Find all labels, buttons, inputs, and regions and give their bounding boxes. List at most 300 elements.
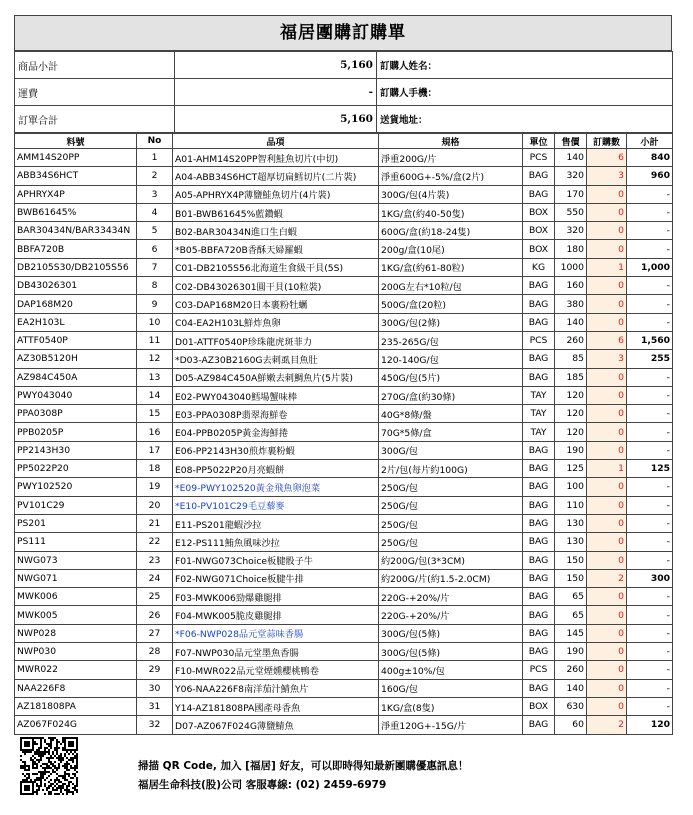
cell-sku: PWY102520 (15, 478, 137, 496)
cell-sku: ATTF0540P (15, 331, 137, 349)
cell-item: *E10-PV101C29毛豆藜麥 (173, 496, 379, 514)
cell-sku: ABB34S6HCT (15, 167, 137, 185)
cell-no: 8 (137, 277, 173, 295)
table-row (15, 331, 673, 349)
summary-value: 5,160 (175, 52, 377, 79)
cell-subtotal: 255 (627, 350, 673, 368)
cell-price: 120 (555, 423, 587, 441)
cell-spec: 1KG/盒(8隻) (379, 697, 523, 715)
cell-unit: BAG (523, 533, 555, 551)
cell-subtotal: - (627, 697, 673, 715)
footer-text (138, 757, 468, 795)
table-row (15, 716, 673, 734)
cell-unit: BOX (523, 697, 555, 715)
cell-price: 150 (555, 551, 587, 569)
cell-subtotal: - (627, 405, 673, 423)
cell-spec: 淨重600G+-5%/盒(2片) (379, 167, 523, 185)
cell-price: 85 (555, 350, 587, 368)
table-row (15, 222, 673, 240)
cell-spec: 200g/盒(10尾) (379, 240, 523, 258)
cell-no: 20 (137, 496, 173, 514)
column-header: No (137, 134, 173, 149)
cell-sku: PPB0205P (15, 423, 137, 441)
cell-no: 5 (137, 222, 173, 240)
cell-spec: 300G/包(2條) (379, 313, 523, 331)
cell-unit: BAG (523, 295, 555, 313)
cell-no: 6 (137, 240, 173, 258)
cell-sku: PP5022P20 (15, 460, 137, 478)
cell-item: E08-PP5022P20月亮蝦餅 (173, 460, 379, 478)
cell-qty[interactable]: 0 (587, 679, 627, 697)
cell-subtotal: - (627, 514, 673, 532)
cell-spec: 220G-+20%/片 (379, 606, 523, 624)
cell-qty[interactable]: 0 (587, 295, 627, 313)
cell-no: 21 (137, 514, 173, 532)
cell-no: 22 (137, 533, 173, 551)
table-row (15, 514, 673, 532)
cell-price: 190 (555, 643, 587, 661)
column-header: 料號 (15, 134, 137, 149)
cell-qty[interactable]: 0 (587, 697, 627, 715)
cell-unit: TAY (523, 423, 555, 441)
cell-unit: BAG (523, 350, 555, 368)
cell-price: 140 (555, 149, 587, 167)
cell-spec: 450G/包(5片) (379, 368, 523, 386)
cell-qty[interactable]: 0 (587, 368, 627, 386)
cell-spec: 250G/包 (379, 514, 523, 532)
cell-sku: DAP168M20 (15, 295, 137, 313)
cell-price: 260 (555, 661, 587, 679)
table-row (15, 240, 673, 258)
cell-item: Y06-NAA226F8南洋茄汁鯖魚片 (173, 679, 379, 697)
cell-unit: BAG (523, 368, 555, 386)
cell-subtotal: - (627, 423, 673, 441)
summary-label: 商品小計 (15, 52, 175, 79)
cell-sku: PS111 (15, 533, 137, 551)
cell-price: 260 (555, 331, 587, 349)
cell-subtotal: - (627, 386, 673, 404)
table-row (15, 350, 673, 368)
cell-qty[interactable]: 0 (587, 514, 627, 532)
table-row (15, 167, 673, 185)
cell-no: 23 (137, 551, 173, 569)
cell-spec: 2片/包(每片約100G) (379, 460, 523, 478)
cell-price: 120 (555, 405, 587, 423)
cell-price: 550 (555, 203, 587, 221)
cell-subtotal: - (627, 606, 673, 624)
cell-unit: BAG (523, 514, 555, 532)
cell-item: E04-PPB0205P黃金海鮮捲 (173, 423, 379, 441)
cell-item: *D03-AZ30B2160G去刺虱目魚肚 (173, 350, 379, 368)
cell-unit: BAG (523, 716, 555, 734)
cell-subtotal: - (627, 661, 673, 679)
table-row (15, 258, 673, 276)
column-header: 單位 (523, 134, 555, 149)
cell-unit: BOX (523, 240, 555, 258)
cell-qty[interactable]: 0 (587, 386, 627, 404)
cell-item: *B05-BBFA720B香酥天婦羅蝦 (173, 240, 379, 258)
cell-subtotal: - (627, 368, 673, 386)
cell-no: 19 (137, 478, 173, 496)
cell-item: A05-APHRYX4P薄鹽鮭魚切片(4片裝) (173, 185, 379, 203)
cell-no: 14 (137, 386, 173, 404)
table-row (15, 423, 673, 441)
cell-sku: DB43026301 (15, 277, 137, 295)
table-row (15, 697, 673, 715)
cell-subtotal: - (627, 441, 673, 459)
cell-spec: 70G*5條/盒 (379, 423, 523, 441)
cell-no: 32 (137, 716, 173, 734)
cell-no: 9 (137, 295, 173, 313)
table-row (15, 643, 673, 661)
cell-price: 120 (555, 386, 587, 404)
cell-subtotal: - (627, 478, 673, 496)
cell-spec: 約200G/片(約1.5-2.0CM) (379, 569, 523, 587)
cell-item: A04-ABB34S6HCT超厚切扁鱈切片(二片裝) (173, 167, 379, 185)
cell-price: 110 (555, 496, 587, 514)
cell-no: 1 (137, 149, 173, 167)
cell-item: C01-DB2105S56北海道生食級干貝(5S) (173, 258, 379, 276)
cell-subtotal: - (627, 185, 673, 203)
cell-spec: 300G/包(5條) (379, 643, 523, 661)
qr-code-icon (20, 737, 78, 795)
cell-spec: 220G-+20%/片 (379, 588, 523, 606)
table-row (15, 496, 673, 514)
cell-no: 29 (137, 661, 173, 679)
cell-subtotal: - (627, 533, 673, 551)
order-form (14, 15, 672, 735)
cell-price: 180 (555, 240, 587, 258)
footer-line1: 掃描 QR Code, 加入 [福居] 好友，可以即時得知最新團購優惠訊息！ (138, 760, 469, 772)
table-header (15, 134, 673, 149)
cell-no: 26 (137, 606, 173, 624)
cell-subtotal: 840 (627, 149, 673, 167)
column-header: 售價 (555, 134, 587, 149)
table-row (15, 441, 673, 459)
cell-no: 13 (137, 368, 173, 386)
cell-spec: 250G/包 (379, 478, 523, 496)
cell-sku: PP2143H30 (15, 441, 137, 459)
cell-unit: PCS (523, 661, 555, 679)
cell-spec: 250G/包 (379, 533, 523, 551)
cell-sku: NWP030 (15, 643, 137, 661)
cell-price: 160 (555, 277, 587, 295)
cell-unit: BOX (523, 203, 555, 221)
cell-subtotal: - (627, 295, 673, 313)
cell-qty[interactable]: 3 (587, 167, 627, 185)
cell-sku: BAR30434N/BAR33434N (15, 222, 137, 240)
column-header: 訂購數 (587, 134, 627, 149)
cell-item: D05-AZ984C450A鮮嫩去刺鯛魚片(5片裝) (173, 368, 379, 386)
cell-no: 16 (137, 423, 173, 441)
cell-sku: MWK006 (15, 588, 137, 606)
cell-qty[interactable]: 0 (587, 606, 627, 624)
cell-item: A01-AHM14S20PP智利鮭魚切片(中切) (173, 149, 379, 167)
cell-subtotal: 120 (627, 716, 673, 734)
cell-sku: BWB61645% (15, 203, 137, 221)
table-row (15, 533, 673, 551)
cell-price: 1000 (555, 258, 587, 276)
cell-qty[interactable]: 0 (587, 277, 627, 295)
cell-qty[interactable]: 0 (587, 496, 627, 514)
cell-subtotal: - (627, 496, 673, 514)
cell-subtotal: 300 (627, 569, 673, 587)
cell-no: 7 (137, 258, 173, 276)
cell-no: 11 (137, 331, 173, 349)
summary-row (15, 79, 673, 106)
cell-no: 24 (137, 569, 173, 587)
cell-sku: PV101C29 (15, 496, 137, 514)
cell-no: 10 (137, 313, 173, 331)
cell-price: 320 (555, 167, 587, 185)
cell-unit: PCS (523, 331, 555, 349)
cell-no: 30 (137, 679, 173, 697)
cell-item: C04-EA2H103L鮮炸魚卵 (173, 313, 379, 331)
cell-qty[interactable]: 0 (587, 203, 627, 221)
cell-no: 18 (137, 460, 173, 478)
cell-spec: 400g±10%/包 (379, 661, 523, 679)
cell-subtotal: 1,560 (627, 331, 673, 349)
cell-no: 3 (137, 185, 173, 203)
table-row (15, 460, 673, 478)
cell-sku: MWK005 (15, 606, 137, 624)
cell-price: 100 (555, 478, 587, 496)
cell-spec: 40G*8條/盤 (379, 405, 523, 423)
cell-qty[interactable]: 0 (587, 313, 627, 331)
column-header: 品項 (173, 134, 379, 149)
cell-item: F10-MWR022品元堂煙燻櫻桃鴨卷 (173, 661, 379, 679)
cell-spec: 250G/包 (379, 496, 523, 514)
table-row (15, 277, 673, 295)
cell-sku: AMM14S20PP (15, 149, 137, 167)
cell-subtotal: - (627, 588, 673, 606)
cell-price: 65 (555, 588, 587, 606)
cell-item: D07-AZ067F024G薄鹽鯖魚 (173, 716, 379, 734)
cell-no: 25 (137, 588, 173, 606)
cell-qty[interactable]: 0 (587, 624, 627, 642)
cell-unit: BAG (523, 185, 555, 203)
table-row (15, 185, 673, 203)
cell-unit: TAY (523, 405, 555, 423)
cell-subtotal: - (627, 624, 673, 642)
cell-price: 145 (555, 624, 587, 642)
cell-unit: BAG (523, 588, 555, 606)
cell-price: 150 (555, 569, 587, 587)
cell-spec: 淨重120G+-15G/片 (379, 716, 523, 734)
cell-sku: NWP028 (15, 624, 137, 642)
cell-no: 17 (137, 441, 173, 459)
cell-item: C03-DAP168M20日本裹粉牡蠣 (173, 295, 379, 313)
customer-info-label[interactable]: 訂購人手機： (377, 79, 673, 106)
cell-item: F02-NWG071Choice板腱牛排 (173, 569, 379, 587)
table-row (15, 313, 673, 331)
cell-qty[interactable]: 0 (587, 643, 627, 661)
cell-price: 130 (555, 533, 587, 551)
cell-item: F01-NWG073Choice板腱骰子牛 (173, 551, 379, 569)
cell-unit: BAG (523, 569, 555, 587)
table-row (15, 588, 673, 606)
cell-price: 630 (555, 697, 587, 715)
cell-qty[interactable]: 0 (587, 661, 627, 679)
cell-subtotal: - (627, 551, 673, 569)
cell-no: 2 (137, 167, 173, 185)
cell-unit: PCS (523, 149, 555, 167)
table-row (15, 386, 673, 404)
cell-unit: BAG (523, 679, 555, 697)
cell-spec: 270G/盒(約30條) (379, 386, 523, 404)
cell-subtotal: - (627, 277, 673, 295)
cell-qty[interactable]: 0 (587, 551, 627, 569)
cell-qty[interactable]: 0 (587, 441, 627, 459)
cell-item: E06-PP2143H30煎炸裹粉蝦 (173, 441, 379, 459)
cell-no: 15 (137, 405, 173, 423)
cell-sku: AZ181808PA (15, 697, 137, 715)
cell-item: D01-ATTF0540P珍珠龍虎斑菲力 (173, 331, 379, 349)
cell-item: B01-BWB61645%藍鑽蝦 (173, 203, 379, 221)
cell-unit: BAG (523, 167, 555, 185)
cell-spec: 300G/包(5條) (379, 624, 523, 642)
table-row (15, 679, 673, 697)
cell-price: 185 (555, 368, 587, 386)
cell-price: 60 (555, 716, 587, 734)
table-row (15, 624, 673, 642)
cell-no: 28 (137, 643, 173, 661)
cell-item: F03-MWK006勁爆雞腿排 (173, 588, 379, 606)
cell-sku: PWY043040 (15, 386, 137, 404)
table-row (15, 661, 673, 679)
cell-item: C02-DB43026301圓干貝(10粒裝) (173, 277, 379, 295)
cell-no: 27 (137, 624, 173, 642)
cell-spec: 300G/包(4片裝) (379, 185, 523, 203)
column-header: 規格 (379, 134, 523, 149)
cell-no: 4 (137, 203, 173, 221)
cell-sku: NWG071 (15, 569, 137, 587)
table-row (15, 368, 673, 386)
cell-qty[interactable]: 0 (587, 240, 627, 258)
cell-item: F07-NWP030品元堂墨魚香腸 (173, 643, 379, 661)
table-row (15, 295, 673, 313)
cell-unit: BAG (523, 643, 555, 661)
cell-spec: 235-265G/包 (379, 331, 523, 349)
summary-value: 5,160 (175, 106, 377, 133)
cell-subtotal: 1,000 (627, 258, 673, 276)
cell-unit: BAG (523, 551, 555, 569)
form-title: 福居團購訂購單 (14, 15, 672, 51)
cell-price: 130 (555, 514, 587, 532)
cell-qty[interactable]: 0 (587, 478, 627, 496)
column-header: 小計 (627, 134, 673, 149)
cell-qty[interactable]: 2 (587, 716, 627, 734)
customer-info-label[interactable]: 送貨地址： (377, 106, 673, 133)
cell-subtotal: 125 (627, 460, 673, 478)
table-row (15, 149, 673, 167)
cell-unit: BAG (523, 606, 555, 624)
summary-table (14, 51, 673, 133)
cell-spec: 淨重200G/片 (379, 149, 523, 167)
cell-price: 320 (555, 222, 587, 240)
cell-subtotal: - (627, 222, 673, 240)
customer-info-label[interactable]: 訂購人姓名： (377, 52, 673, 79)
footer (20, 737, 680, 797)
cell-sku: APHRYX4P (15, 185, 137, 203)
cell-no: 12 (137, 350, 173, 368)
cell-sku: AZ30B5120H (15, 350, 137, 368)
cell-sku: BBFA720B (15, 240, 137, 258)
cell-subtotal: - (627, 313, 673, 331)
cell-unit: TAY (523, 386, 555, 404)
cell-sku: DB2105S30/DB2105S56 (15, 258, 137, 276)
cell-qty[interactable]: 0 (587, 405, 627, 423)
cell-subtotal: - (627, 240, 673, 258)
cell-unit: BAG (523, 624, 555, 642)
cell-spec: 600G/盒(約18-24隻) (379, 222, 523, 240)
cell-unit: BAG (523, 496, 555, 514)
cell-spec: 200G左右*10粒/包 (379, 277, 523, 295)
cell-qty[interactable]: 0 (587, 533, 627, 551)
cell-sku: NAA226F8 (15, 679, 137, 697)
table-row (15, 551, 673, 569)
cell-item: *F06-NWP028品元堂蒜味香腸 (173, 624, 379, 642)
cell-sku: PS201 (15, 514, 137, 532)
cell-qty[interactable]: 1 (587, 258, 627, 276)
cell-sku: PPA0308P (15, 405, 137, 423)
cell-item: E02-PWY043040鱈場蟹味棒 (173, 386, 379, 404)
cell-qty[interactable]: 1 (587, 460, 627, 478)
cell-price: 140 (555, 313, 587, 331)
cell-spec: 1KG/盒(約40-50隻) (379, 203, 523, 221)
cell-item: E11-PS201龍蝦沙拉 (173, 514, 379, 532)
cell-no: 31 (137, 697, 173, 715)
cell-subtotal: 960 (627, 167, 673, 185)
items-table (14, 133, 673, 735)
cell-unit: BAG (523, 313, 555, 331)
cell-price: 125 (555, 460, 587, 478)
cell-sku: AZ984C450A (15, 368, 137, 386)
cell-unit: BOX (523, 222, 555, 240)
table-row (15, 569, 673, 587)
cell-item: F04-MWK005脆皮雞腿排 (173, 606, 379, 624)
cell-qty[interactable]: 0 (587, 423, 627, 441)
cell-qty[interactable]: 0 (587, 222, 627, 240)
summary-row (15, 106, 673, 133)
cell-item: B02-BAR30434N進口生白蝦 (173, 222, 379, 240)
cell-sku: AZ067F024G (15, 716, 137, 734)
cell-qty[interactable]: 6 (587, 149, 627, 167)
cell-item: E12-PS111鮪魚風味沙拉 (173, 533, 379, 551)
summary-label: 訂單合計 (15, 106, 175, 133)
cell-qty[interactable]: 0 (587, 185, 627, 203)
cell-item: *E09-PWY102520黃金飛魚卵泡菜 (173, 478, 379, 496)
cell-subtotal: - (627, 679, 673, 697)
cell-spec: 約200G/包(3*3CM) (379, 551, 523, 569)
cell-subtotal: - (627, 643, 673, 661)
cell-qty[interactable]: 3 (587, 350, 627, 368)
cell-unit: BAG (523, 441, 555, 459)
cell-subtotal: - (627, 203, 673, 221)
cell-qty[interactable]: 6 (587, 331, 627, 349)
cell-qty[interactable]: 2 (587, 569, 627, 587)
table-row (15, 478, 673, 496)
table-row (15, 606, 673, 624)
cell-qty[interactable]: 0 (587, 588, 627, 606)
cell-spec: 160G/包 (379, 679, 523, 697)
cell-item: E03-PPA0308P翡翠海鮮卷 (173, 405, 379, 423)
table-row (15, 405, 673, 423)
cell-item: Y14-AZ181808PA國產母香魚 (173, 697, 379, 715)
footer-line2: 福居生命科技(股)公司 客服專線: (02) 2459-6979 (138, 779, 387, 791)
summary-row (15, 52, 673, 79)
cell-spec: 500G/盒(20粒) (379, 295, 523, 313)
